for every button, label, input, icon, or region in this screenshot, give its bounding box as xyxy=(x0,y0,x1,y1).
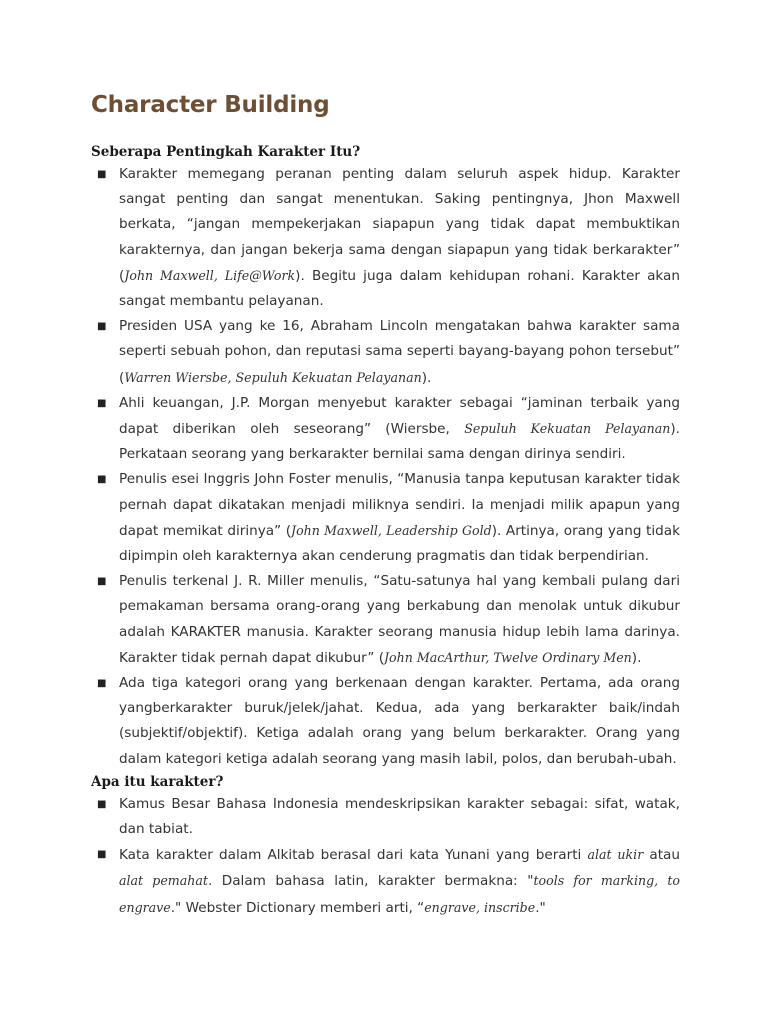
list-item xyxy=(91,569,680,671)
item-text: Presiden USA yang ke 16, Abraham Lincoln mengatakan bahwa karakter sama seperti sebuah pohon, dan reputasi sama seperti bayang-bayang pohon tersebut” ( xyxy=(119,318,680,386)
item-text: ). Begitu juga dalam kehidupan rohani. Karakter akan sangat membantu pelayanan. xyxy=(119,267,681,310)
list-item xyxy=(91,391,680,468)
citation: Warren Wiersbe, Sepuluh Kekuatan Pelayanan xyxy=(124,369,422,385)
citation: engrave, inscribe xyxy=(424,899,536,915)
item-text: . Dalam bahasa latin, karakter bermakna: " xyxy=(207,873,534,890)
item-text: Kamus Besar Bahasa Indonesia mendeskripsikan karakter sebagai: sifat, watak, dan tabiat. xyxy=(119,795,680,838)
item-text: atau xyxy=(643,847,680,864)
bullet-icon: ■ xyxy=(97,321,107,333)
list-item xyxy=(91,162,680,314)
citation: alat ukir xyxy=(587,847,644,863)
item-text: Penulis esei Inggris John Foster menulis, “Manusia tanpa keputusan karakter tidak pernah dapat dikatakan menjadi miliknya sendiri. Ia menjadi milik apapun yang dapat memikat dirinya” ( xyxy=(119,471,680,539)
list-item xyxy=(91,467,680,569)
citation: tools for marking, to engrave xyxy=(119,873,680,915)
citation: alat pemahat xyxy=(119,873,208,889)
item-text: ." xyxy=(535,899,546,916)
item-text: Kata karakter dalam Alkitab berasal dari kata Yunani yang berarti xyxy=(119,847,588,864)
section-heading: Seberapa Pentingkah Karakter Itu? xyxy=(91,144,361,160)
section-heading: Apa itu karakter? xyxy=(91,773,224,790)
bullet-icon: ■ xyxy=(97,849,107,861)
bullet-list xyxy=(91,792,680,921)
citation: John MacArthur, Twelve Ordinary Men xyxy=(384,649,632,665)
item-text: Ahli keuangan, J.P. Morgan menyebut karakter sebagai “jaminan terbaik yang dapat diberikan oleh seseorang” (Wiersbe, xyxy=(119,394,680,438)
item-text: ." Webster Dictionary memberi arti, “ xyxy=(170,899,425,916)
bullet-icon: ■ xyxy=(97,397,107,409)
item-text: ). Perkataan seorang yang berkarakter bernilai sama dengan dirinya sendiri. xyxy=(119,421,680,463)
item-text: Ada tiga kategori orang yang berkenaan dengan karakter. Pertama, ada orang yangberkarakter buruk/jelek/jahat. Kedua, ada yang berkarakter baik/indah (subjektif/objektif). Ketiga adalah orang yang belum berkarakter. Orang yang dalam kategori ketiga adalah seorang yang masih labil, polos, dan berubah-ubah. xyxy=(119,675,680,767)
section-definition xyxy=(91,774,680,921)
citation: Sepuluh Kekuatan Pelayanan xyxy=(464,421,671,437)
item-text: ). Artinya, orang yang tidak dipimpin oleh karakternya akan cenderung pragmatis dan tidak berpendirian. xyxy=(119,522,680,565)
list-item xyxy=(91,792,680,842)
list-item xyxy=(91,314,680,391)
item-text: Penulis terkenal J. R. Miller menulis, “Satu-satunya hal yang kembali pulang dari pemakaman bersama orang-orang yang berkabung dan menolak untuk dikubur adalah KARAKTER manusia. Karakter seorang manusia hidup lebih lama darinya. Karakter tidak pernah dapat dikubur” ( xyxy=(119,573,680,666)
bullet-list xyxy=(91,162,680,772)
list-item xyxy=(91,671,680,772)
bullet-icon: ■ xyxy=(97,169,107,180)
page-title: Character Building xyxy=(91,92,330,118)
bullet-icon: ■ xyxy=(97,798,107,810)
item-text: Karakter memegang peranan penting dalam seluruh aspek hidup. Karakter sangat penting dan sangat menentukan. Saking pentingnya, Jhon Maxwell berkata, “jangan mempekerjakan siapapun yang tidak dapat membuktikan karakternya, dan jangan bekerja sama dengan siapapun yang tidak berkarakter” ( xyxy=(119,166,680,284)
item-text: ). xyxy=(421,369,432,386)
section-importance xyxy=(91,144,680,772)
list-item xyxy=(91,842,680,921)
citation: John Maxwell, Life@Work xyxy=(124,267,296,283)
citation: John Maxwell, Leadership Gold xyxy=(291,522,492,538)
bullet-icon: ■ xyxy=(97,678,107,690)
bullet-icon: ■ xyxy=(97,474,107,486)
item-text: ). xyxy=(631,649,642,666)
bullet-icon: ■ xyxy=(97,576,107,588)
